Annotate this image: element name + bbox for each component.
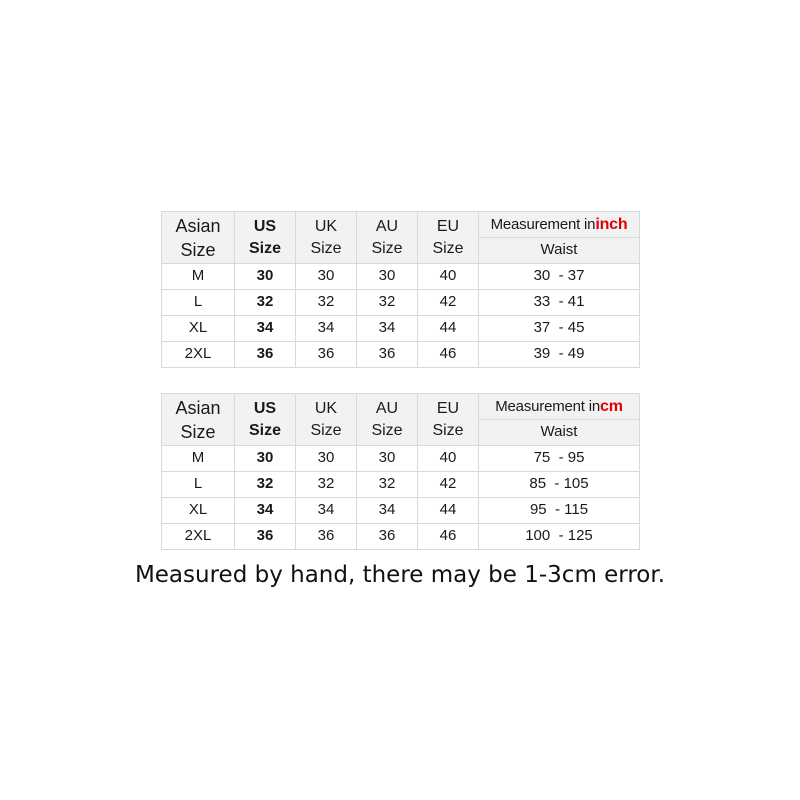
cell-waist: 100 - 125 (479, 524, 640, 550)
cell-eu: 42 (418, 472, 479, 498)
header-waist: Waist (479, 420, 640, 446)
cell-uk: 30 (296, 446, 357, 472)
cell-waist: 33 - 41 (479, 290, 640, 316)
cell-au: 36 (357, 524, 418, 550)
cell-au: 34 (357, 316, 418, 342)
cell-waist: 39 - 49 (479, 342, 640, 368)
header-asian-size: Asian Size (162, 212, 235, 264)
cell-asian: 2XL (162, 524, 235, 550)
header-au-size: AU Size (357, 394, 418, 446)
cell-eu: 40 (418, 264, 479, 290)
size-table-inch (161, 211, 640, 368)
cell-waist: 85 - 105 (479, 472, 640, 498)
cell-waist: 30 - 37 (479, 264, 640, 290)
header-asian-size: Asian Size (162, 394, 235, 446)
cell-asian: L (162, 290, 235, 316)
table-row (162, 290, 640, 316)
cell-waist: 37 - 45 (479, 316, 640, 342)
cell-uk: 34 (296, 316, 357, 342)
cell-eu: 46 (418, 342, 479, 368)
size-table-cm (161, 393, 640, 550)
cell-au: 32 (357, 472, 418, 498)
table-row (162, 342, 640, 368)
cell-waist: 95 - 115 (479, 498, 640, 524)
cell-uk: 32 (296, 290, 357, 316)
table-row (162, 264, 640, 290)
header-eu-size: EU Size (418, 394, 479, 446)
cell-us: 34 (235, 498, 296, 524)
table-row (162, 472, 640, 498)
cell-asian: XL (162, 498, 235, 524)
cell-asian: 2XL (162, 342, 235, 368)
cell-us: 32 (235, 472, 296, 498)
cell-uk: 36 (296, 524, 357, 550)
cell-eu: 44 (418, 498, 479, 524)
cell-au: 36 (357, 342, 418, 368)
cell-eu: 42 (418, 290, 479, 316)
cell-us: 36 (235, 342, 296, 368)
header-us-size: US Size (235, 212, 296, 264)
measurement-footnote: Measured by hand, there may be 1-3cm error. (134, 562, 666, 588)
cell-eu: 44 (418, 316, 479, 342)
measurement-title-cm: Measurement incm (479, 394, 640, 420)
cell-uk: 36 (296, 342, 357, 368)
header-uk-size: UK Size (296, 212, 357, 264)
header-us-size: US Size (235, 394, 296, 446)
cell-au: 32 (357, 290, 418, 316)
header-waist: Waist (479, 238, 640, 264)
table-row (162, 316, 640, 342)
cell-asian: M (162, 264, 235, 290)
cell-us: 32 (235, 290, 296, 316)
header-eu-size: EU Size (418, 212, 479, 264)
cell-us: 34 (235, 316, 296, 342)
cell-asian: XL (162, 316, 235, 342)
cell-au: 30 (357, 264, 418, 290)
cell-uk: 34 (296, 498, 357, 524)
cell-eu: 46 (418, 524, 479, 550)
header-uk-size: UK Size (296, 394, 357, 446)
cell-au: 30 (357, 446, 418, 472)
cell-uk: 30 (296, 264, 357, 290)
cell-au: 34 (357, 498, 418, 524)
cell-waist: 75 - 95 (479, 446, 640, 472)
measurement-title-inch: Measurement ininch (479, 212, 640, 238)
cell-eu: 40 (418, 446, 479, 472)
cell-us: 36 (235, 524, 296, 550)
cell-uk: 32 (296, 472, 357, 498)
unit-label-inch: inch (595, 215, 628, 233)
cell-us: 30 (235, 446, 296, 472)
cell-us: 30 (235, 264, 296, 290)
header-au-size: AU Size (357, 212, 418, 264)
table-row (162, 524, 640, 550)
table-row (162, 446, 640, 472)
table-row (162, 498, 640, 524)
cell-asian: M (162, 446, 235, 472)
cell-asian: L (162, 472, 235, 498)
unit-label-cm: cm (600, 397, 623, 415)
